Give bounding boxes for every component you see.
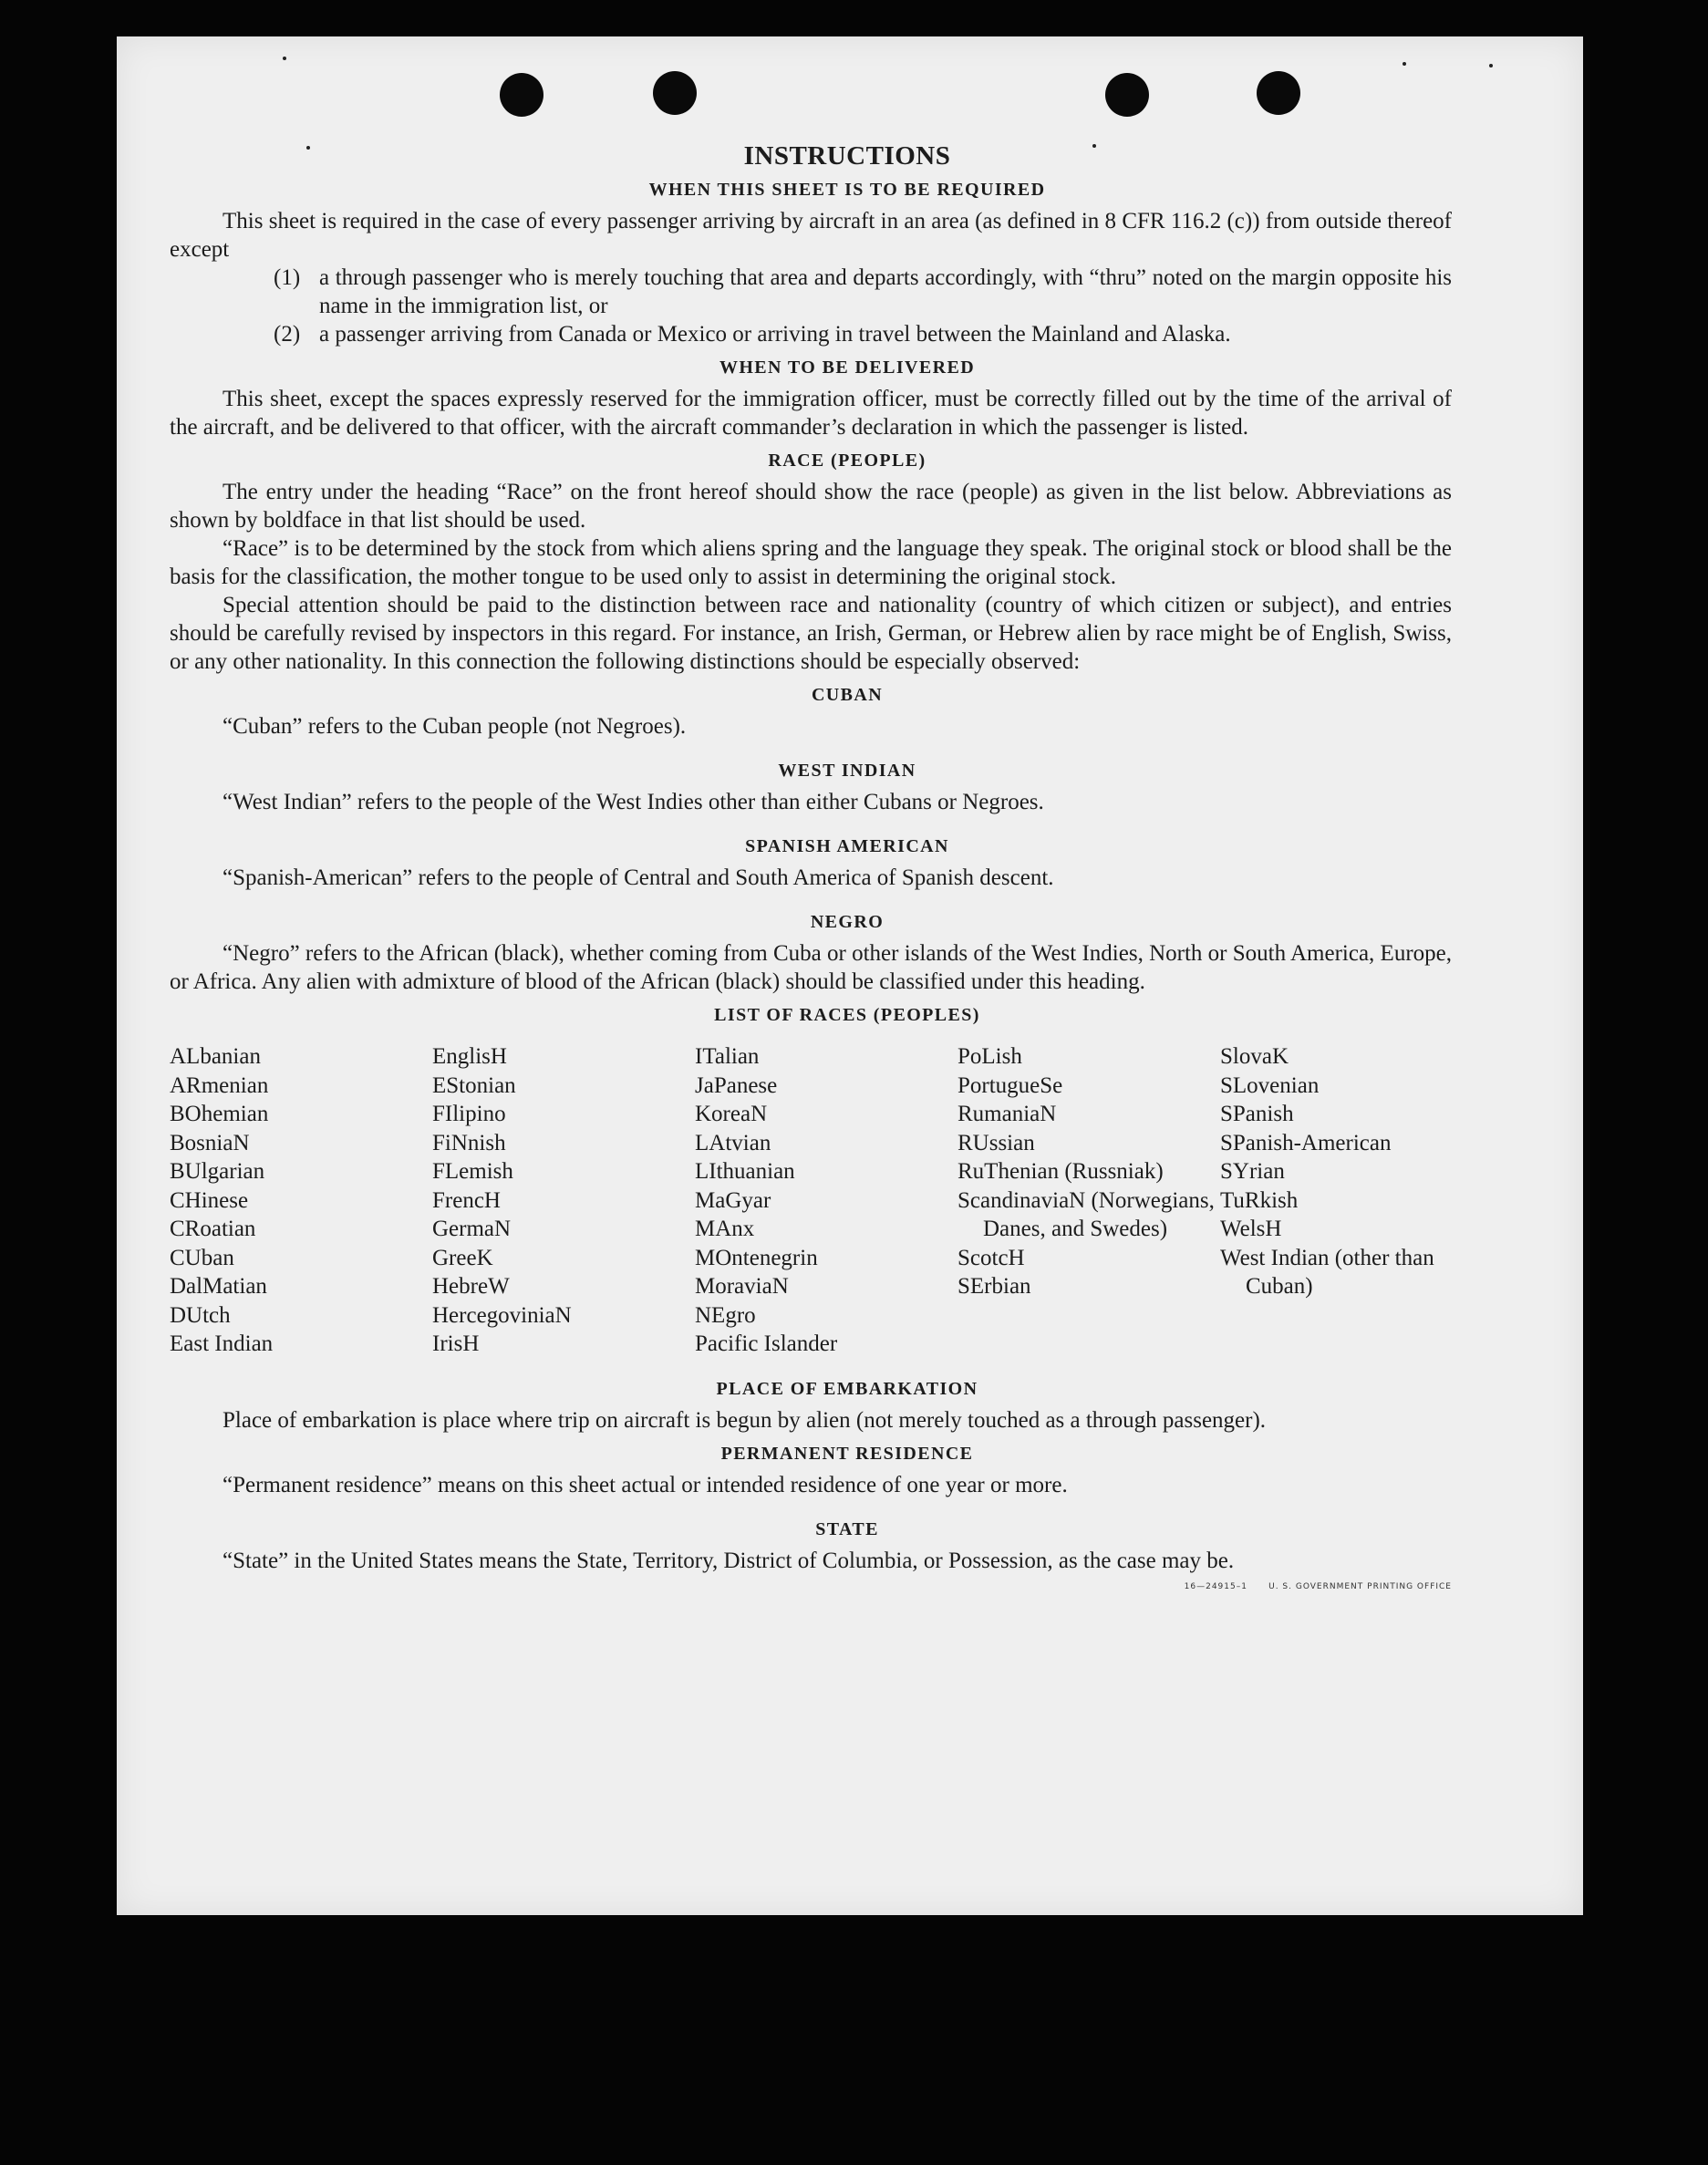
- race-entry: RumaniaN: [958, 1102, 1057, 1126]
- when-delivered-text: This sheet, except the spaces expressly reserved for the immigration officer, must be correctly filled out by the time of the arrival of the aircraft, and be delivered to that officer, with the aircraft commander’s declaration in which the passenger is listed.: [170, 387, 1452, 440]
- race-entry: Pacific Islander: [695, 1331, 838, 1356]
- form-number: 16—24915–1: [1184, 1581, 1247, 1591]
- section-heading-west-indian: WEST INDIAN: [778, 761, 916, 781]
- west-indian-text: “West Indian” refers to the people of the West Indies other than either Cubans or Negroes.: [223, 790, 1044, 814]
- section-heading-negro: NEGRO: [810, 912, 885, 932]
- state-text: “State” in the United States means the State, Territory, District of Columbia, or Possession, as the case may be.: [223, 1548, 1235, 1573]
- race-entry: NEgro: [695, 1302, 756, 1328]
- section-heading-cuban: CUBAN: [811, 685, 884, 705]
- race-entry: East Indian: [170, 1331, 274, 1356]
- race-entry: HercegoviniaN: [432, 1302, 572, 1328]
- section-heading-when-delivered: WHEN TO BE DELIVERED: [719, 357, 976, 378]
- race-entry: EStonian: [432, 1072, 516, 1098]
- race-entry: IrisH: [432, 1331, 480, 1356]
- race-entry: SYrian: [1220, 1159, 1285, 1184]
- race-entry: FiNnish: [432, 1130, 506, 1155]
- race-entry: GreeK: [432, 1245, 493, 1270]
- race-entry: CUban: [170, 1245, 234, 1270]
- race-entry: WelsH: [1220, 1217, 1282, 1241]
- race-entry: PoLish: [958, 1044, 1022, 1069]
- race-entry: EnglisH: [432, 1044, 507, 1069]
- list-item-number: (2): [274, 322, 301, 347]
- punch-hole: [500, 73, 543, 117]
- race-entry: MAnx: [695, 1217, 755, 1241]
- list-item: [274, 264, 1452, 320]
- section-heading-when-required: WHEN THIS SHEET IS TO BE REQUIRED: [648, 180, 1046, 200]
- race-entry: DUtch: [170, 1302, 231, 1328]
- race-entry: ITalian: [695, 1044, 760, 1069]
- print-footer: [170, 1573, 1452, 1601]
- race-entry: FLemish: [432, 1159, 513, 1184]
- section-heading-state: STATE: [815, 1518, 879, 1539]
- races-table: [170, 1042, 1452, 1359]
- list-item: [274, 320, 1452, 348]
- race-entry: BUlgarian: [170, 1159, 265, 1184]
- race-entry: ARmenian: [170, 1072, 269, 1098]
- races-column: [170, 1042, 432, 1359]
- race-entry: GermaN: [432, 1217, 512, 1241]
- section-heading-embarkation: PLACE OF EMBARKATION: [716, 1378, 978, 1399]
- race-entry: West Indian (other than Cuban): [1220, 1245, 1434, 1299]
- section-heading-residence: PERMANENT RESIDENCE: [720, 1443, 974, 1464]
- race-entry: KoreaN: [695, 1102, 768, 1126]
- race-entry: SPanish-American: [1220, 1130, 1392, 1155]
- races-column: [695, 1042, 958, 1359]
- race-entry: SErbian: [958, 1274, 1031, 1299]
- races-column: [432, 1042, 695, 1359]
- residence-text: “Permanent residence” means on this sheet actual or intended residence of one year or more.: [223, 1472, 1068, 1497]
- race-entry: PortugueSe: [958, 1072, 1063, 1098]
- race-entry: BosniaN: [170, 1130, 250, 1155]
- races-column: [958, 1042, 1220, 1359]
- punch-hole: [653, 71, 697, 115]
- races-column: [1220, 1042, 1452, 1359]
- spanish-american-text: “Spanish-American” refers to the people of Central and South America of Spanish descent.: [223, 865, 1054, 890]
- race-entry: ScandinaviaN (Norwegians, Danes, and Swedes): [958, 1187, 1215, 1241]
- race-entry: TuRkish: [1220, 1187, 1299, 1213]
- race-entry: MOntenegrin: [695, 1245, 818, 1270]
- race-entry: MaGyar: [695, 1187, 771, 1213]
- race-entry: SLovenian: [1220, 1072, 1320, 1098]
- race-entry: CRoatian: [170, 1217, 256, 1241]
- race-paragraph-3: Special attention should be paid to the distinction between race and nationality (country of which citizen or subject), and entries should be carefully revised by inspectors in this regard. For instance, an Irish, German, or Hebrew alien by race might be of English, Swiss, or any other nationality. In this connection the following distinctions should be especially observed:: [170, 593, 1452, 674]
- race-paragraph-2: “Race” is to be determined by the stock from which aliens spring and the language they speak. The original stock or blood shall be the basis for the classification, the mother tongue to be used only to assist in determining the original stock.: [170, 536, 1452, 589]
- race-entry: ScotcH: [958, 1245, 1025, 1270]
- printer-line: U. S. GOVERNMENT PRINTING OFFICE: [1268, 1581, 1452, 1591]
- race-entry: RuThenian (Russniak): [958, 1159, 1164, 1184]
- negro-text: “Negro” refers to the African (black), whether coming from Cuba or other islands of the West Indies, North or South America, Europe, or Africa. Any alien with admixture of blood of the African (black) should be classified under this heading.: [170, 941, 1452, 994]
- cuban-text: “Cuban” refers to the Cuban people (not Negroes).: [223, 714, 687, 739]
- instructions-content: [170, 142, 1452, 1601]
- race-entry: LIthuanian: [695, 1159, 795, 1184]
- race-entry: CHinese: [170, 1187, 249, 1213]
- race-entry: SlovaK: [1220, 1044, 1289, 1069]
- punch-hole: [1257, 71, 1300, 115]
- race-entry: ALbanian: [170, 1044, 261, 1069]
- race-entry: MoraviaN: [695, 1274, 789, 1299]
- race-entry: JaPanese: [695, 1072, 778, 1098]
- list-item-number: (1): [274, 265, 301, 290]
- race-entry: DalMatian: [170, 1274, 267, 1299]
- race-entry: LAtvian: [695, 1130, 771, 1155]
- embarkation-text: Place of embarkation is place where trip on aircraft is begun by alien (not merely touched as a through passenger).: [223, 1407, 1267, 1433]
- race-entry: RUssian: [958, 1130, 1035, 1155]
- punch-hole: [1105, 73, 1149, 117]
- when-required-intro: This sheet is required in the case of every passenger arriving by aircraft in an area (as defined in 8 CFR 116.2 (c)) from outside thereof except: [170, 209, 1452, 262]
- race-entry: HebreW: [432, 1274, 510, 1299]
- page-title: INSTRUCTIONS: [743, 141, 951, 171]
- race-entry: FIlipino: [432, 1102, 506, 1126]
- race-entry: FrencH: [432, 1187, 501, 1213]
- race-entry: SPanish: [1220, 1102, 1294, 1126]
- section-heading-race: RACE (PEOPLE): [768, 451, 926, 471]
- section-heading-spanish-american: SPANISH AMERICAN: [745, 836, 949, 856]
- race-entry: BOhemian: [170, 1102, 269, 1126]
- list-item-text: a through passenger who is merely touching that area and departs accordingly, with “thru” noted on the margin opposite his name in the immigration list, or: [319, 265, 1452, 318]
- list-item-text: a passenger arriving from Canada or Mexico or arriving in travel between the Mainland and Alaska.: [319, 322, 1231, 347]
- race-paragraph-1: The entry under the heading “Race” on the front hereof should show the race (people) as given in the list below. Abbreviations as shown by boldface in that list should be used.: [170, 480, 1452, 533]
- section-heading-list-of-races: LIST OF RACES (PEOPLES): [714, 1005, 980, 1025]
